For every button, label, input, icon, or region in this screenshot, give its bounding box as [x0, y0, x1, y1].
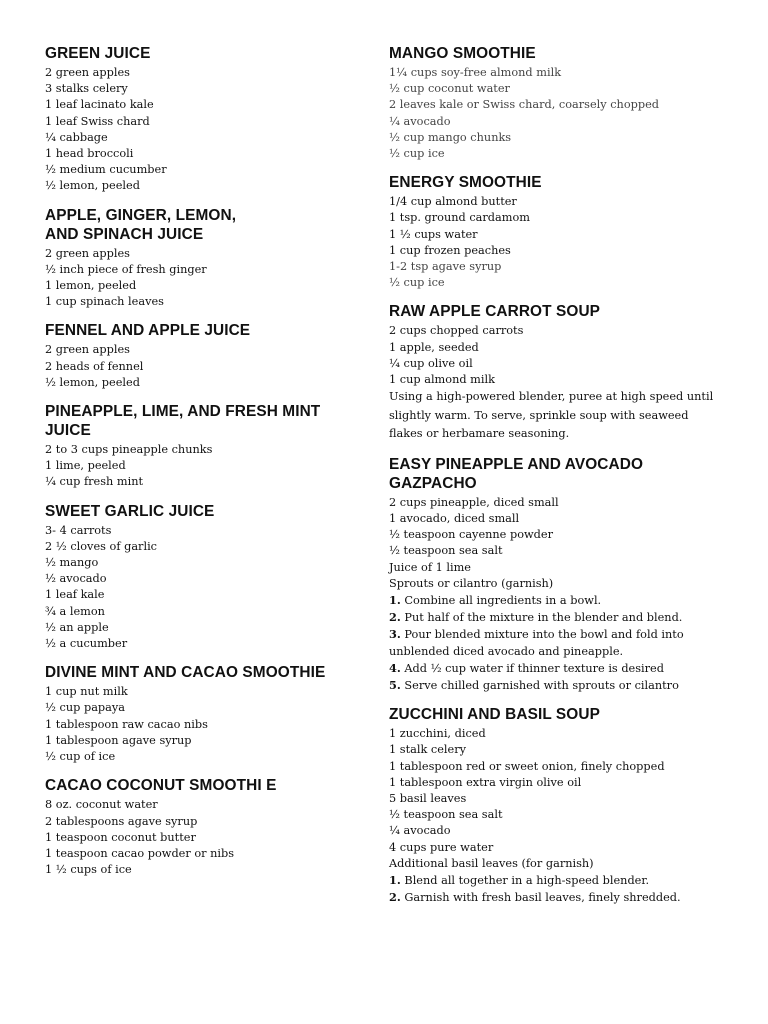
- step-number: 2.: [389, 890, 401, 905]
- ingredient: 1 ½ cups of ice: [45, 863, 132, 877]
- ingredient: 1 head broccoli: [45, 147, 134, 161]
- recipe-cacao-coconut: [45, 776, 385, 878]
- ingredient: 2 ½ cloves of garlic: [45, 539, 158, 553]
- recipe-fennel-apple: [45, 321, 385, 391]
- ingredient: 2 tablespoons agave syrup: [45, 814, 198, 828]
- step: [389, 872, 729, 889]
- step: [389, 677, 729, 694]
- ingredient: 2 heads of fennel: [45, 359, 144, 373]
- ingredient: 1 apple, seeded: [389, 340, 479, 354]
- ingredient: 8 oz. coconut water: [45, 798, 158, 812]
- ingredient: 1 cup almond milk: [389, 373, 495, 387]
- ingredient: 1 leaf kale: [45, 588, 105, 602]
- ingredient: 1 avocado, diced small: [389, 511, 520, 525]
- ingredient: 1 stalk celery: [389, 743, 466, 757]
- ingredient: 1 tablespoon red or sweet onion, finely chopped: [389, 759, 665, 773]
- step-text: Garnish with fresh basil leaves, finely shredded.: [404, 891, 681, 905]
- ingredient: 2 cups pineapple, diced small: [389, 495, 559, 509]
- ingredient: 3 stalks celery: [45, 82, 128, 96]
- step: [389, 889, 729, 906]
- ingredient: ½ teaspoon cayenne powder: [389, 528, 553, 542]
- recipe-title-line: AND SPINACH JUICE: [45, 225, 204, 243]
- ingredient: ½ cup of ice: [45, 750, 116, 764]
- ingredient: ¼ avocado: [389, 824, 451, 838]
- ingredient: ½ mango: [45, 556, 99, 570]
- ingredient: 2 green apples: [45, 343, 130, 357]
- ingredient: ¾ a lemon: [45, 604, 105, 618]
- ingredient: 2 green apples: [45, 246, 130, 260]
- step-text: Combine all ingredients in a bowl.: [404, 593, 602, 607]
- ingredient: 1 lemon, peeled: [45, 279, 137, 293]
- ingredient: ½ a cucumber: [45, 637, 128, 651]
- step-text: Put half of the mixture in the blender and blend.: [404, 611, 683, 625]
- recipe-zucchini-basil-soup: [389, 705, 729, 906]
- ingredient: 1/4 cup almond butter: [389, 195, 517, 209]
- recipe-pineapple-avocado-gazpacho: [389, 455, 729, 694]
- recipe-title: GREEN JUICE: [45, 45, 151, 62]
- recipe-title-line: EASY PINEAPPLE AND AVOCADO: [389, 455, 644, 473]
- ingredient: ½ teaspoon sea salt: [389, 544, 503, 558]
- ingredient: ½ medium cucumber: [45, 163, 167, 177]
- step-text: Blend all together in a high-speed blender.: [404, 874, 650, 888]
- recipe-pineapple-lime-mint: [45, 402, 385, 491]
- ingredient: 1 tsp. ground cardamom: [389, 211, 530, 225]
- ingredient: ½ teaspoon sea salt: [389, 808, 503, 822]
- ingredient: ½ cup ice: [389, 147, 445, 161]
- recipe-title: [389, 455, 729, 493]
- recipe-title: RAW APPLE CARROT SOUP: [389, 303, 601, 321]
- recipe-title: [45, 206, 385, 244]
- recipe-title-line: JUICE: [45, 422, 91, 440]
- step-number: 1.: [389, 873, 401, 888]
- recipe-title-line: GAZPACHO: [389, 474, 477, 492]
- ingredient: 1 lime, peeled: [45, 459, 126, 473]
- ingredient: Juice of 1 lime: [389, 560, 471, 574]
- ingredient: 1 tablespoon agave syrup: [45, 733, 192, 747]
- ingredient: 1 tablespoon extra virgin olive oil: [389, 775, 582, 789]
- ingredient: ½ lemon, peeled: [45, 179, 140, 193]
- recipe-title-line: APPLE, GINGER, LEMON,: [45, 206, 237, 224]
- ingredient: 1 teaspoon cacao powder or nibs: [45, 846, 235, 860]
- ingredient: 1 ½ cups water: [389, 227, 478, 241]
- recipe-green-juice: [45, 44, 385, 195]
- ingredient: 1 tablespoon raw cacao nibs: [45, 717, 208, 731]
- ingredient: 3- 4 carrots: [45, 523, 112, 537]
- ingredient: 1¼ cups soy-free almond milk: [389, 66, 562, 79]
- recipe-title: ZUCCHINI AND BASIL SOUP: [389, 706, 600, 724]
- ingredient: Additional basil leaves (for garnish): [389, 856, 594, 870]
- step-text: Add ½ cup water if thinner texture is desired: [404, 661, 664, 675]
- ingredient: 1 cup nut milk: [45, 685, 128, 699]
- recipe-energy-smoothie: [389, 173, 729, 291]
- step: [389, 609, 729, 626]
- ingredient: 1 cup frozen peaches: [389, 243, 511, 257]
- instructions-paragraph: Using a high-powered blender, puree at high speed until slightly warm. To serve, sprinkle soup with seaweed flakes or herbamare seasoning.: [389, 390, 714, 441]
- recipe-raw-apple-carrot-soup: [389, 302, 729, 443]
- step-number: 4.: [389, 660, 401, 675]
- ingredient: ½ cup mango chunks: [389, 130, 512, 144]
- recipe-title: ENERGY SMOOTHIE: [389, 174, 542, 192]
- ingredient: ½ cup ice: [389, 276, 445, 290]
- ingredient: 1-2 tsp agave syrup: [389, 260, 502, 274]
- recipe-apple-ginger-lemon-spinach: [45, 206, 385, 311]
- recipe-title: DIVINE MINT AND CACAO SMOOTHIE: [45, 664, 326, 682]
- ingredient: 4 cups pure water: [389, 840, 494, 854]
- recipe-mango-smoothie: [389, 44, 729, 162]
- step-number: 3.: [389, 627, 401, 642]
- ingredient: 1 cup spinach leaves: [45, 295, 164, 309]
- ingredient: ¼ cabbage: [45, 130, 108, 144]
- step: [389, 626, 724, 659]
- left-column: [45, 44, 385, 889]
- ingredient: ¼ cup olive oil: [389, 356, 473, 370]
- step: [389, 592, 729, 609]
- ingredient: ¼ cup fresh mint: [45, 475, 144, 489]
- recipe-sweet-garlic: [45, 502, 385, 653]
- ingredient: 1 leaf lacinato kale: [45, 98, 154, 112]
- ingredient: 5 basil leaves: [389, 792, 467, 805]
- step-number: 5.: [389, 677, 401, 692]
- ingredient: ½ cup papaya: [45, 701, 126, 715]
- step: [389, 660, 729, 677]
- ingredient: Sprouts or cilantro (garnish): [389, 576, 554, 590]
- ingredient: ½ cup coconut water: [389, 82, 510, 96]
- step-number: 1.: [389, 592, 401, 607]
- ingredient: 1 zucchini, diced: [389, 727, 486, 741]
- step-number: 2.: [389, 610, 401, 625]
- ingredient: ½ inch piece of fresh ginger: [45, 262, 207, 276]
- ingredient: 1 leaf Swiss chard: [45, 114, 150, 128]
- ingredient: 2 leaves kale or Swiss chard, coarsely chopped: [389, 98, 660, 112]
- ingredient: 1 teaspoon coconut butter: [45, 830, 196, 844]
- ingredient: ½ an apple: [45, 620, 109, 634]
- ingredient: ½ lemon, peeled: [45, 375, 140, 389]
- ingredient: ½ avocado: [45, 572, 107, 586]
- ingredient: 2 to 3 cups pineapple chunks: [45, 443, 213, 457]
- recipe-title: FENNEL AND APPLE JUICE: [45, 322, 251, 340]
- recipe-title: MANGO SMOOTHIE: [389, 45, 536, 62]
- recipe-divine-mint-cacao: [45, 663, 385, 765]
- step-text: Pour blended mixture into the bowl and fold into unblended diced avocado and pineapple.: [389, 628, 684, 658]
- recipe-title: CACAO COCONUT SMOOTHI E: [45, 777, 277, 795]
- recipe-title: [45, 402, 385, 440]
- ingredient: ¼ avocado: [389, 114, 451, 128]
- recipe-title-line: PINEAPPLE, LIME, AND FRESH MINT: [45, 403, 321, 421]
- step-text: Serve chilled garnished with sprouts or cilantro: [404, 678, 679, 692]
- right-column: [389, 44, 729, 917]
- recipe-title: SWEET GARLIC JUICE: [45, 502, 215, 520]
- ingredient: 2 green apples: [45, 66, 130, 79]
- ingredient: 2 cups chopped carrots: [389, 324, 524, 338]
